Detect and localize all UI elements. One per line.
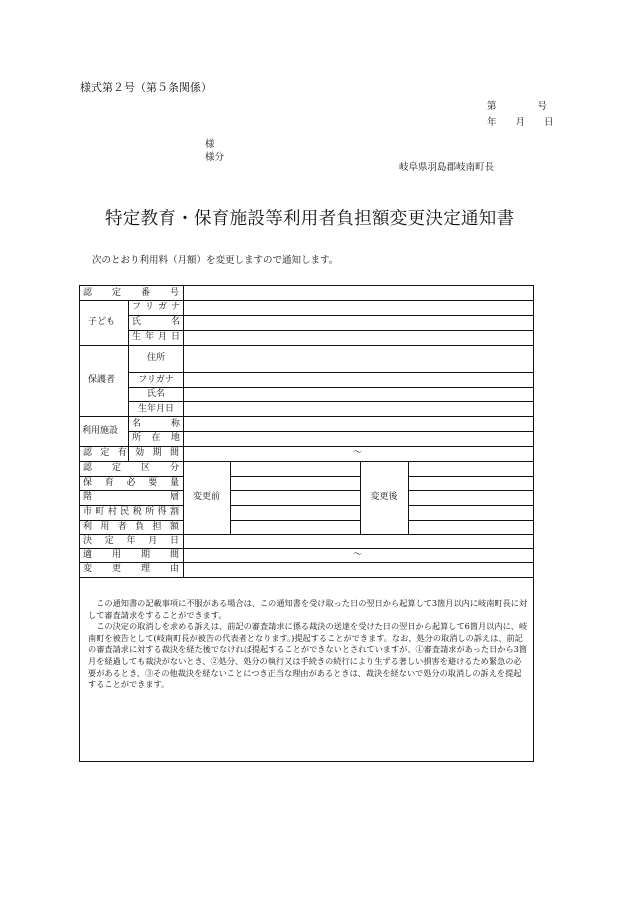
applicable-period-tilde: ～ — [353, 550, 363, 560]
label-decision-date: 決 定 年 月 日 — [83, 536, 179, 546]
label-cert-number: 認 定 番 号 — [83, 288, 179, 298]
label-facility-name: 名 称 — [132, 419, 180, 429]
valid-period-tilde: ～ — [353, 448, 363, 458]
recipient — [205, 138, 224, 164]
number-suffix: 号 — [537, 101, 548, 112]
label-cert-category: 認 定 区 分 — [83, 463, 179, 473]
form-number-label: 様式第２号（第５条関係） — [80, 81, 212, 94]
label-change-reason: 変 更 理 由 — [83, 564, 179, 574]
date-month: 月 — [515, 117, 526, 128]
label-guardian-furigana: フリガナ — [138, 375, 174, 385]
label-care-needed: 保 育 必 要 量 — [83, 478, 179, 488]
label-before-change: 変更前 — [192, 492, 220, 502]
label-applicable-period: 適 用 期 間 — [83, 550, 179, 560]
label-child-birth: 生 年 月 日 — [132, 332, 180, 342]
document-number — [487, 98, 547, 112]
label-child-name: 氏 名 — [132, 317, 180, 327]
document-date — [487, 114, 554, 128]
label-valid-period: 認 定 有 効 期 間 — [83, 448, 179, 458]
date-day: 日 — [544, 117, 554, 128]
label-guardian-name: 氏名 — [146, 389, 165, 399]
document-title: 特定教育・保育施設等利用者負担額変更決定通知書 — [105, 209, 515, 229]
recipient-honorific: 様 — [205, 139, 215, 150]
label-guardian-birth: 生年月日 — [137, 404, 174, 414]
label-guardian: 保護者 — [88, 375, 116, 385]
intro-text: 次のとおり利用料（月額）を変更しますので通知します。 — [92, 255, 339, 266]
appeal-notes: この通知書の記載事項に不服がある場合は、この通知書を受け取った日の翌日から起算して3箇月以内に岐南町長に対して審査請求をすることができます。 この決定の取消しを求める訴えは、前記の審査請求に係る裁決の送達を受けた日の翌日から起算して6箇月以内に、岐南町を被告として(岐南町長が被告の代表者となります。)提起することができます。なお、処分の取消しの訴えは、前記の審査請求に対する裁決を経た後でなければ提起することができないとされていますが、①審査請求があった日から3箇月を経過しても裁決がないとき、②処分、処分の執行又は手続きの続行により生ずる著しい損害を避けるため緊急の必要があるとき、③その他裁決を経ないことにつき正当な理由があるときは、裁決を経ないで処分の取消しの訴えを提起することができます。 — [88, 598, 528, 690]
issuer: 岐阜県羽島郡岐南町長 — [399, 162, 495, 173]
notice-table — [79, 285, 534, 762]
label-facility: 利用施設 — [82, 426, 119, 436]
label-user-burden: 利 用 者 負 担 額 — [83, 522, 179, 532]
date-year: 年 — [487, 117, 497, 128]
label-after-change: 変更後 — [370, 492, 398, 502]
recipient-honorific-for: 様分 — [205, 152, 225, 163]
label-guardian-address: 住所 — [146, 353, 165, 363]
number-prefix: 第 — [487, 101, 497, 112]
label-tier: 階 層 — [83, 492, 179, 502]
label-facility-location: 所 在 地 — [132, 433, 180, 443]
label-child: 子ども — [88, 317, 116, 327]
label-tax-allocation: 市 町 村 民 税 所 得 割 — [83, 507, 179, 517]
label-child-furigana: フ リ ガ ナ — [132, 302, 180, 312]
